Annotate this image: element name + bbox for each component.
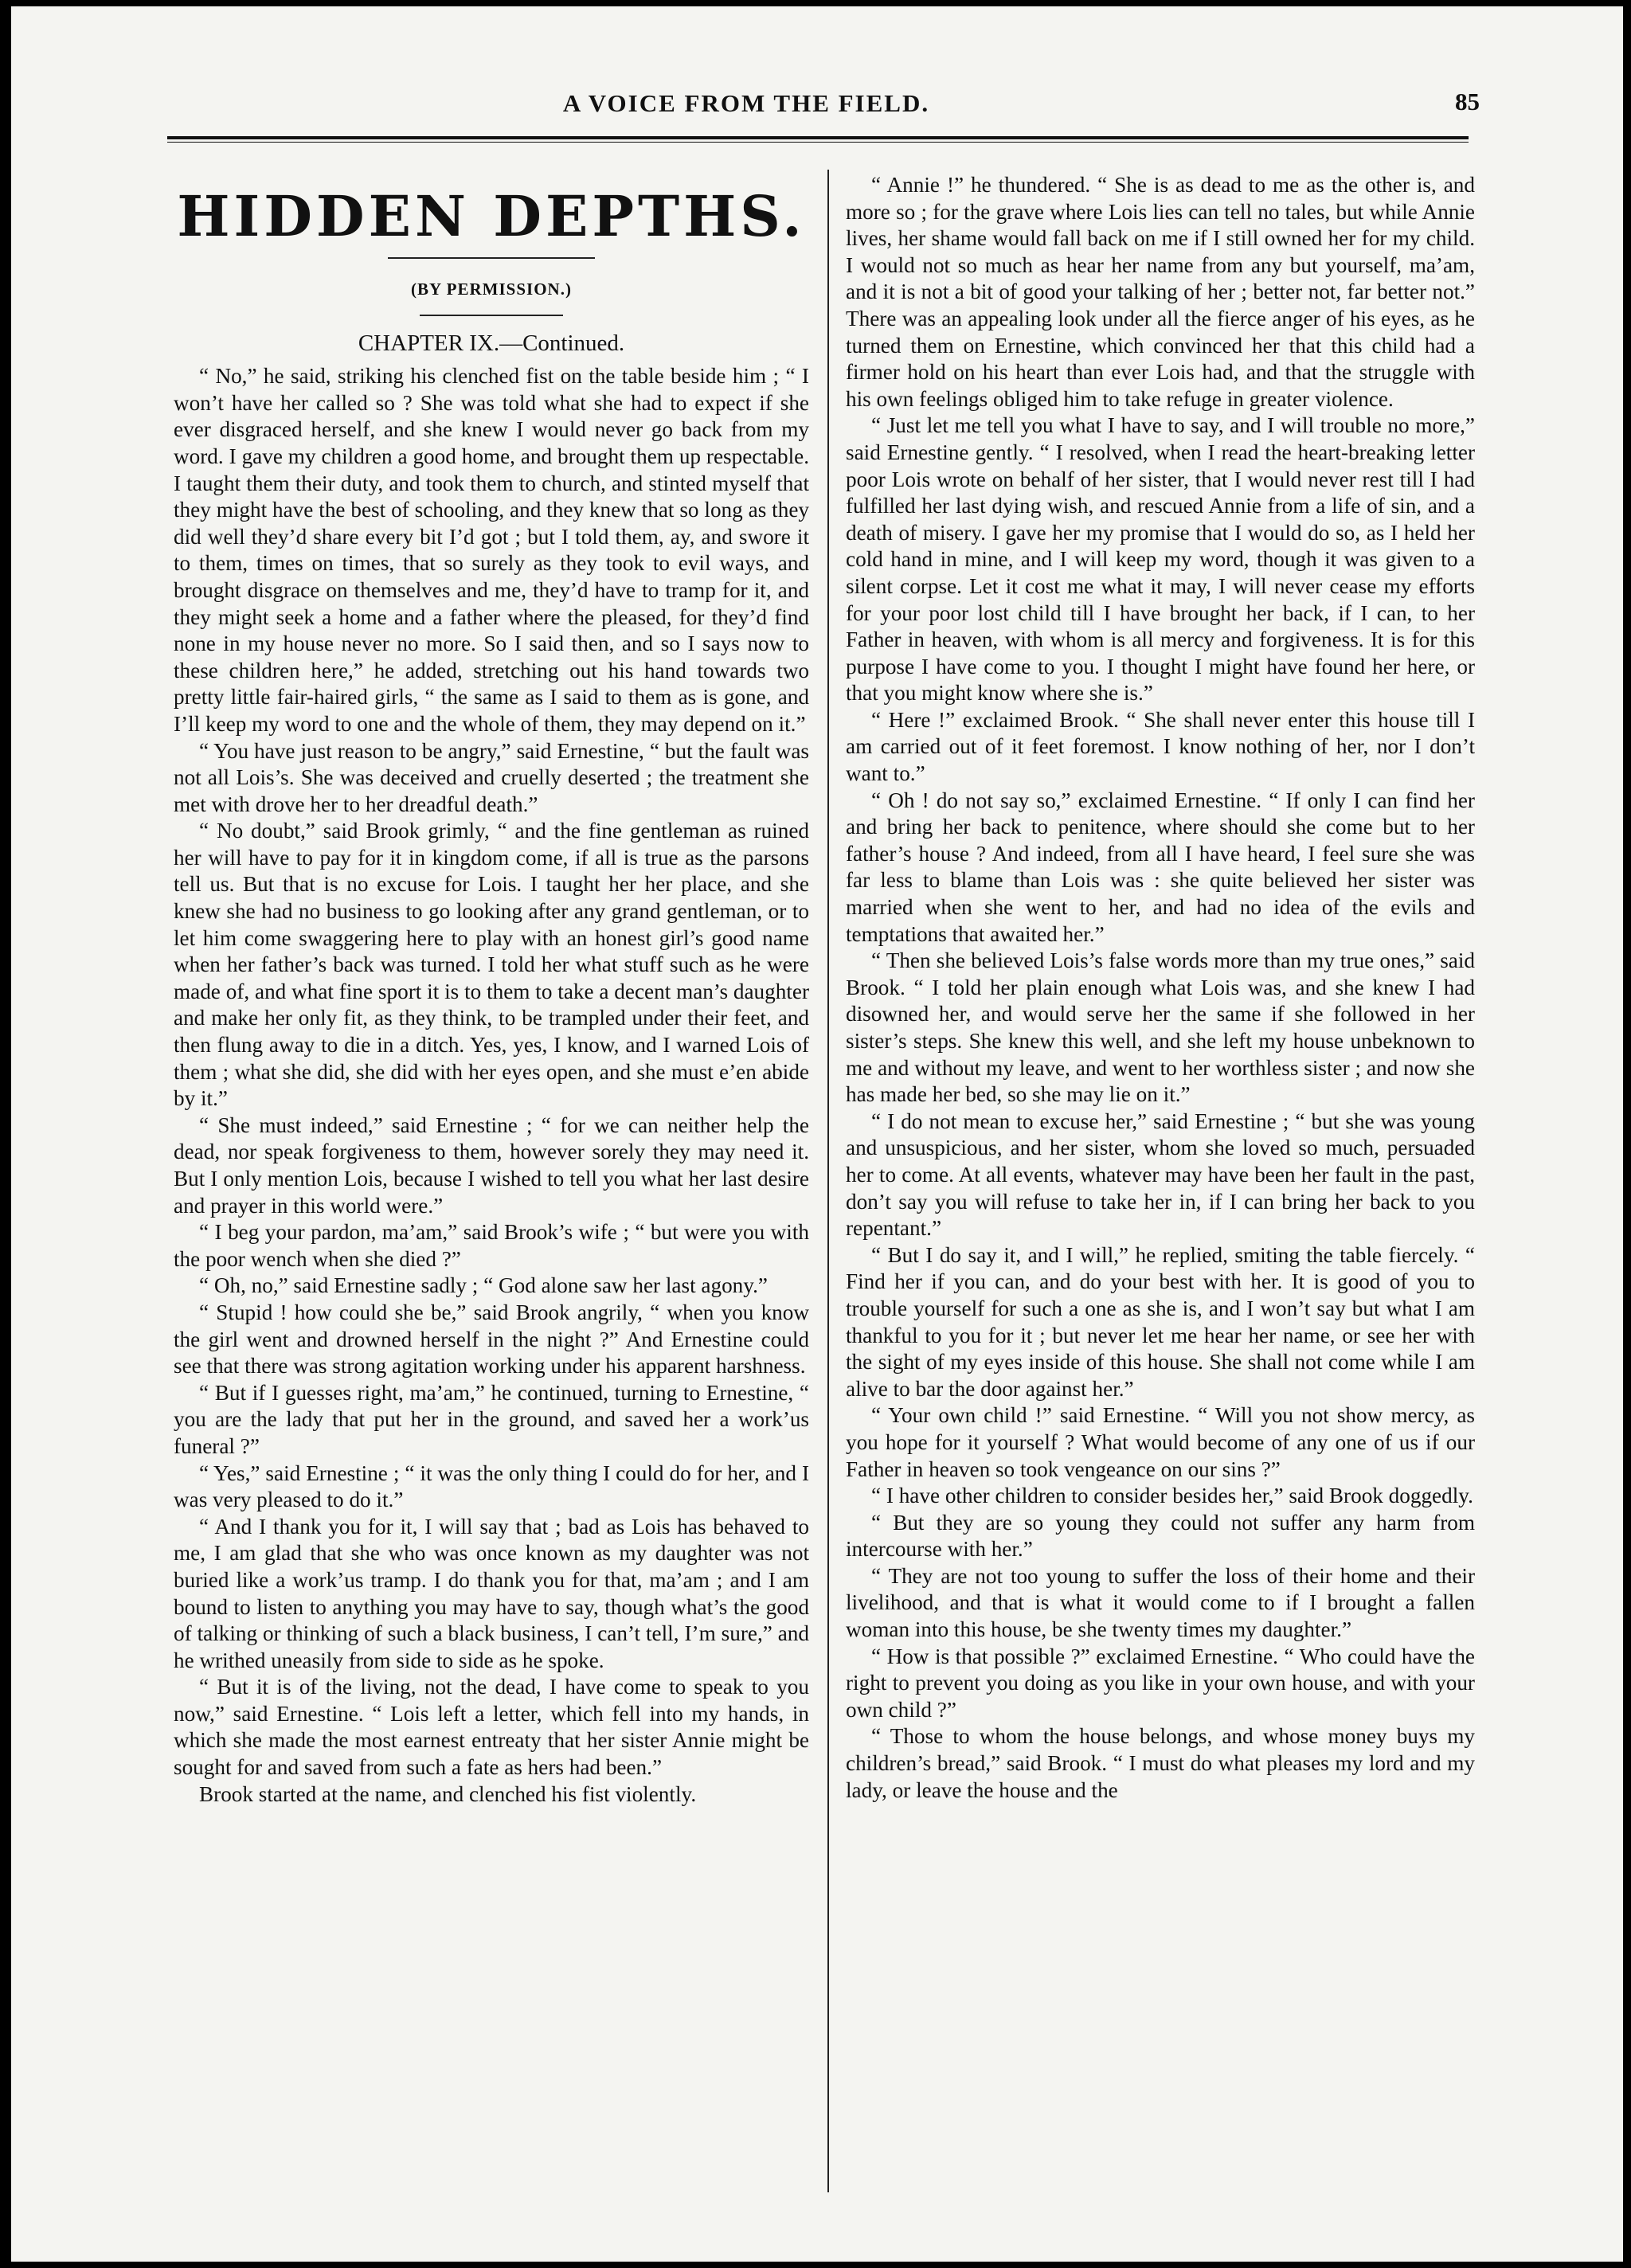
paragraph: “ And I thank you for it, I will say that ; bad as Lois has behaved to me, I am glad that she who was once known as my daughter was not buried like a work’us tramp. I do thank you for that, ma’am ; and I am bound to listen to anything you may have to say, though what’s the good of talking or thinking of such a black business, I can’t tell, I’m sure,” and he writhed uneasily from side to side as he spoke. bbox=[174, 1514, 809, 1672]
running-head bbox=[11, 89, 1623, 121]
paragraph: “ But they are so young they could not suffer any harm from intercourse with her.” bbox=[846, 1510, 1475, 1562]
paragraph: “ Oh ! do not say so,” exclaimed Ernestine. “ If only I can find her and bring her back to penitence, where should she come but to her father’s house ? And indeed, from all I have heard, I feel sure she was far less to blame than Lois was : she quite believed her sister was married when she went to her, and had no idea of the evils and temptations that awaited her.” bbox=[846, 788, 1475, 946]
paragraph: “ How is that possible ?” exclaimed Ernestine. “ Who could have the right to prevent you doing as you like in your own house, and with your own child ?” bbox=[846, 1644, 1475, 1722]
paragraph: “ Your own child !” said Ernestine. “ Will you not show mercy, as you hope for it yourself ? What would become of any one of us if our Father in heaven so took vengeance on our sins ?” bbox=[846, 1403, 1475, 1481]
paragraph: “ No doubt,” said Brook grimly, “ and the fine gentleman as ruined her will have to pay for it in kingdom come, if all is true as the parsons tell us. But that is no excuse for Lois. I taught her her place, and she knew she had no business to go looking after any grand gentleman, or to let him come swaggering here to play with an honest girl’s good name when her father’s back was turned. I told her what stuff such as he were made of, and what fine sport it is to them to take a decent man’s daughter and make her only fit, as they think, to be trampled under their feet, and then flung away to die in a ditch. Yes, yes, I know, and I warned Lois of them ; what she did, she did with her eyes open, and she must e’en abide by it.” bbox=[174, 819, 809, 1111]
header-rule bbox=[167, 136, 1469, 139]
left-column bbox=[174, 170, 809, 1808]
paragraph: Brook started at the name, and clenched his fist violently. bbox=[199, 1781, 697, 1806]
header-rule-thin bbox=[167, 142, 1469, 143]
chapter-heading: CHAPTER IX.—Continued. bbox=[358, 330, 625, 356]
paragraph: “ Those to whom the house belongs, and whose money buys my children’s bread,” said Brook. “ I must do what pleases my lord and my lady, or leave the house and the bbox=[846, 1724, 1475, 1802]
paragraph: “ I beg your pardon, ma’am,” said Brook’s wife ; “ but were you with the poor wench when she died ?” bbox=[174, 1220, 809, 1271]
paragraph: “ Annie !” he thundered. “ She is as dead to me as the other is, and more so ; for the grave where Lois lies can tell no tales, but while Annie lives, her shame would fall back on me if I still owned her for my child. I would not so much as hear her name from any but yourself, ma’am, and it is not a bit of good your talking of her ; better not, far better not.” There was an appealing look under all the fierce anger of his eyes, as he turned them on Ernestine, which convinced her that this child had a firmer hold on his heart than ever Lois had, and that the struggle with his own feelings obliged him to take refuge in greater violence. bbox=[846, 173, 1475, 411]
right-column-text bbox=[846, 172, 1475, 1804]
paragraph: “ You have just reason to be angry,” said Ernestine, “ but the fault was not all Lois’s. She was deceived and cruelly deserted ; the treatment she met with drove her to her dreadful death.” bbox=[174, 738, 809, 816]
byline: (BY PERMISSION.) bbox=[411, 280, 572, 299]
paragraph: “ But I do say it, and I will,” he replied, smiting the table fiercely. “ Find her if you can, and do your best with her. It is good of you to trouble yourself for such a one as she is, and I won’t say but what I am thankful to you for it ; but never let me hear her name, or see her with the sight of my eyes inside of this house. She shall not come while I am alive to bar the door against her.” bbox=[846, 1242, 1475, 1401]
page-number: 85 bbox=[1455, 88, 1480, 115]
magazine-page bbox=[11, 6, 1623, 2262]
right-column bbox=[846, 172, 1475, 1804]
paragraph: “ But it is of the living, not the dead, I have come to speak to you now,” said Ernestine. “ Lois left a letter, which fell into my hands, in which she made the most earnest entreaty that her sister Annie might be sought for and saved from such a fate as hers had been.” bbox=[174, 1675, 809, 1780]
story-title: HIDDEN DEPTHS. bbox=[177, 183, 806, 249]
running-title: A VOICE FROM THE FIELD. bbox=[562, 89, 930, 117]
left-column-text bbox=[174, 363, 809, 1808]
column-divider bbox=[827, 170, 829, 2192]
paragraph: “ Oh, no,” said Ernestine sadly ; “ God alone saw her last agony.” bbox=[199, 1273, 768, 1298]
paragraph: “ Yes,” said Ernestine ; “ it was the only thing I could do for her, and I was very pleased to do it.” bbox=[174, 1461, 809, 1512]
paragraph: “ No,” he said, striking his clenched fist on the table beside him ; “ I won’t have her called so ? She was told what she had to expect if she ever disgraced herself, and she knew I would never go back from my word. I gave my children a good home, and brought them up respectable. I taught them their duty, and took them to church, and stinted myself that they might have the best of schooling, and they knew that so long as they did well they’d share every bit I’d got ; but I told them, ay, and swore it to them, times on times, that so surely as they took to evil ways, and brought disgrace on themselves and me, they’d have to tramp for it, and they might seek a home and a father where the pleased, for they’d find none in my house never no more. So I said then, and so I says now to these children here,” he added, stretching out his hand towards two pretty little fair-haired girls, “ the same as I said to them as is gone, and I’ll keep my word to one and the whole of them, they may depend on it.” bbox=[174, 364, 809, 736]
paragraph: “ Stupid ! how could she be,” said Brook angrily, “ when you know the girl went and drowned herself in the night ?” And Ernestine could see that there was strong agitation working under his apparent harshness. bbox=[174, 1300, 809, 1378]
paragraph: “ I do not mean to excuse her,” said Ernestine ; “ but she was young and unsuspicious, and her sister, whom she loved so much, persuaded her to come. At all events, whatever may have been her fault in the past, don’t say you will refuse to take her in, if I can bring her back to you repentant.” bbox=[846, 1109, 1475, 1241]
paragraph: “ I have other children to consider besides her,” said Brook doggedly. bbox=[871, 1484, 1473, 1508]
paragraph: “ Just let me tell you what I have to say, and I will trouble no more,” said Ernestine gently. “ I resolved, when I read the heart-breaking letter poor Lois wrote on behalf of her sister, that I would never rest till I had fulfilled her last dying wish, and rescued Annie from a life of sin, and a death of misery. I gave her my promise that I would do so, as I held her cold hand in mine, and I will keep my word, though it was given to a silent corpse. Let it cost me what it may, I will never cease my efforts for your poor lost child till I have brought her back, if I can, to her Father in heaven, with whom is all mercy and forgiveness. It is for this purpose I have come to you. I thought I might have found her here, or that you might know where she is.” bbox=[846, 413, 1475, 706]
paragraph: “ They are not too young to suffer the loss of their home and their livelihood, and that is what it would come to if I brought a fallen woman into this house, be she twenty times my daughter.” bbox=[846, 1563, 1475, 1642]
paragraph: “ Then she believed Lois’s false words more than my true ones,” said Brook. “ I told her plain enough what Lois was, and she knew I had disowned her, and would serve her the same if she followed in her sister’s steps. She knew this well, and she left my house unbeknown to me and without my leave, and went to her worthless sister ; and now she has made her bed, so she may lie on it.” bbox=[846, 948, 1475, 1107]
paragraph: “ Here !” exclaimed Brook. “ She shall never enter this house till I am carried out of it feet foremost. I know nothing of her, nor I don’t want to.” bbox=[846, 707, 1475, 786]
paragraph: “ She must indeed,” said Ernestine ; “ for we can neither help the dead, nor speak forgiveness to them, however sorely they may need it. But I only mention Lois, because I wished to tell you what her last desire and prayer in this world were.” bbox=[174, 1112, 809, 1218]
byline-rule bbox=[420, 315, 563, 316]
paragraph: “ But if I guesses right, ma’am,” he continued, turning to Ernestine, “ you are the lady that put her in the ground, and saved her a work’us funeral ?” bbox=[174, 1380, 809, 1458]
title-rule bbox=[388, 257, 595, 259]
